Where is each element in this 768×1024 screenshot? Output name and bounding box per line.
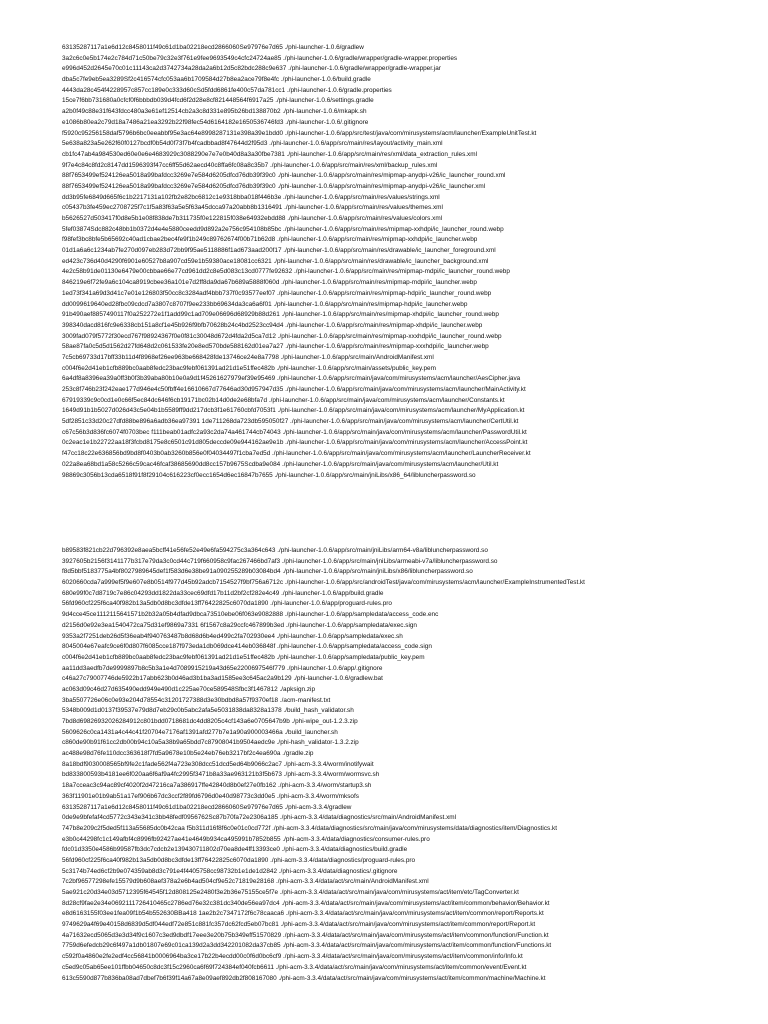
checksum-line: 88f7653499ef524126ea5018a99bafdcc3269e7e584d6205dfcd76db39f39c0 ./phi-launcher-1.0.6/app/src/main/res/mipmap-anydpi-v26/ic_launcher_round.xml xyxy=(62,172,506,180)
checksum-line: 7bd8d69826932026284912c801bdd0718681dc4dd8205c4cf143a6e0705647b9b ./phi-wipe_out-1.2.3.zip xyxy=(62,718,358,725)
checksum-line: 0de9e9bfefaf4cd5772c343e341c3bb48fedf0956762Sc87b70fa72e2306a185 ./phi-acm-3.3.4/data/diagnostics/src/main/AndroidManifest.xml xyxy=(62,814,457,822)
checksum-line: c5ed9c05ab65ee101ffbb04650c8dc3f15c2960ca6f69f724384ef040fcb6611 ./phi-acm-3.3.4/data/act/src/main/java/com/mirusystems/act/item/common/event/Event.kt xyxy=(62,963,527,971)
checksum-line: 7759d6efedcb29c6f497a1db01807e69c01ca139d2a3dd342201082da37cb85 ./phi-acm-3.3.4/data/act/src/main/java/com/mirusystems/act/item/common/function/Functions.kt xyxy=(62,942,552,950)
checksum-line: 4a71632ecd5065d3e3d34f9c1607c3ed9dbdf17eee3e20b75b349eff51570829 ./phi-acm-3.3.4/data/act/src/main/java/com/mirusystems/act/item/common/function/Function.kt xyxy=(62,931,549,939)
checksum-line: 9d4cce45ce1112115641571b2b32a05b4dfad9dbca73510ebe06f063e9082888 ./phi-launcher-1.0.6/app/sampledata/access_code.enc xyxy=(62,611,439,619)
checksum-line: f5920c95256158daf5796b6bc0eeabbf95e3ac64e8998287131e398a39e1bdd0 ./phi-launcher-1.0.6/app/src/test/java/com/mirusystems/acm/launcher/ExampleUnitTest.kt xyxy=(62,129,537,137)
checksum-line: 63135287117a1e6d12c8458011f49c61d1ba02218ecd2866060Se97976e7d65 ./phi-acm-3.3.4/gradlew xyxy=(62,803,352,811)
checksum-line: ac488e98d76fe110dcc363618f7fd5a9678e10b5e24eb76eb3217bf2c4ea690a ./gradle.zip xyxy=(62,750,314,758)
checksum-line: 1649d91b1b5027d026d43c5e04b1b5589ff9dd217dcb3f1e61760cbfd7053f1 ./phi-launcher-1.0.6/app/src/main/java/com/mirusystems/acm/launcher/MyApplication.kt xyxy=(62,407,525,415)
checksum-line: dba5c7fe9eb5ea3289Sf2c416574cfc053aa6b1709584d27b8ea2ace79f8e4fc ./phi-launcher-1.0.6/build.gradle xyxy=(62,76,371,84)
checksum-line: 6020660cda7a999ef5f9e607e8b0514f977d45b92adcb7154527f9bf756a6712c ./phi-launcher-1.0.6/app/src/androidTest/java/com/mirusystems/acm/launcher/ExampleInstrumentedTest.kt xyxy=(62,579,585,587)
checksum-line: 1ed73f341a69d3d41c7e01e126803f50cc8c3284adf4bbb737f0c93577eef07 ./phi-launcher-1.0.6/app/src/main/res/mipmap-hdpi/ic_launcher_round.webp xyxy=(62,289,492,297)
checksum-line: d2156d0e92e3ea1540472ca75d31ef9869a7331 6f1567c8a29ccfc467899b3ed ./phi-launcher-1.0.6/app/sampledata/exec.sign xyxy=(62,621,417,629)
checksum-line: f98fef3bc8bfe5b65692c40ad1cbae2bec4fe9f1b249c89762674f00b71b62d8 ./phi-launcher-1.0.6/app/src/main/res/mipmap-xxhdpi/ic_launcher.webp xyxy=(62,236,478,244)
checksum-line: f47cc18c22e636856bd9bd8f0403b0ab3260b856e0f04034497f1cba7ed5d ./phi-launcher-1.0.6/app/src/main/java/com/mirusystems/acm/launcher/LauncherReceiver.kt xyxy=(62,450,531,458)
checksum-line: c592f0a4860e2fe2edf4cc56841b0006964ba3ce17b22b4ecdd00c0f6d0bc6cf9 ./phi-acm-3.3.4/data/act/src/main/java/com/mirusystems/act/item/common/info/Info.kt xyxy=(62,953,523,961)
checksum-line: 01d1a6a6c1234ab7fe270d097eb283d72bb9f95ae5118886f1ad673aad200f17 ./phi-launcher-1.0.6/app/src/main/res/drawable/ic_launcher_foreground.xml xyxy=(62,247,496,255)
checksum-line: 91b490aef8857490117f0a252272e1f1add99c1ad709e06696d68929b88d261 ./phi-launcher-1.0.6/app/src/main/res/mipmap-xhdpi/ic_launcher_round.webp xyxy=(62,311,499,319)
checksum-line: a2b0f49c88e31f643fdcc480a3e61ef12514cb2a3c8d331e895b26bd138870b2 ./phi-launcher-1.0.6/mkapk.sh xyxy=(62,108,367,116)
checksum-line: 4443da28c454f4228957c857cc189e0c333d60cSd5fdd6861fe400c57da781cc1 ./phi-launcher-1.0.6/gradle.properties xyxy=(62,86,392,94)
checksum-line: 63135287117a1e6d12c8458011f49c61d1ba02218ecd2866060Se97976e7d65 ./phi-launcher-1.0.6/gradlew xyxy=(62,44,364,51)
checksum-line: 67919339c9c0cd1e0c66f5ec84dc646f6cb19171bc02b14d0de2e68bfa7d ./phi-launcher-1.0.6/app/src/main/java/com/mirusystems/acm/launcher/Constants.kt xyxy=(62,396,505,404)
checksum-line: 3009fad079f5772f30ecd767f98924367f0e0f81c30048d672d4fda2d5ca7d12 ./phi-launcher-1.0.6/app/src/main/res/mipmap-xxxhdpi/ic_launcher_round.webp xyxy=(62,332,502,340)
checksum-line: 9353a2f7251deb26d5f36eab4f940763487b8d68d6b4ed499c2fa702930ee4 ./phi-launcher-1.0.6/app/sampledata/exec.sh xyxy=(62,632,403,640)
checksum-line: 3927605b2156f3141177b317e79da3c0cd44c719f660958c9fac267466bd7af3 ./phi-launcher-1.0.6/app/src/main/jniLibs/armeabi-v7a/libluncherpassword.so xyxy=(62,557,498,565)
checksum-line: dd3b95fe6849d665f6c1b2217131a102fb2e82bc6812c1e9318bba018f446b3e ./phi-launcher-1.0.6/app/src/main/res/values/strings.xml xyxy=(62,193,440,201)
checksum-line: 4e2c58b91de01130e6479e00cbbae66e77cd961dd2c8e5d083c13cd0777fe92632 ./phi-launcher-1.0.6/app/src/main/res/mipmap-mdpi/ic_launcher_round.webp xyxy=(62,268,510,276)
checksum-line: c05437b3fe459ec2708725f7c1f5a83f63a5e5f63a45dcca97a20abb8b1316491 ./phi-launcher-1.0.6/app/src/main/res/values/themes.xml xyxy=(62,204,443,212)
checksum-line: 7c5cb69733d17bff33b11d4f8968ef26ee963be668428fde13746ce24e8a7798 ./phi-launcher-1.0.6/app/src/main/AndroidManifest.xml xyxy=(62,353,434,361)
checksum-line: 5ae921c20d34e03d5712395f64545f12d808125e2480f3e2b36e75155ce5f7e ./phi-acm-3.3.4/data/act/src/main/java/com/mirusystems/act/item/etc/TagConverter.kt xyxy=(62,889,519,896)
checksum-line: 5df2851c33d20c27dfd88be896a6adb36ea97391 1de711268da723db595050f27 ./phi-launcher-1.0.6/app/src/main/java/com/mirusystems/acm/launcher/CertUtil.kt xyxy=(62,418,519,426)
checksum-line: 5fef03874Sdc882c48bb1b0372d4e4e5880ceedd9d892a2e756c954108b85bc ./phi-launcher-1.0.6/app/src/main/res/mipmap-xxhdpi/ic_launcher_round.webp xyxy=(62,225,504,233)
checksum-line: aa11dd3aedfb7de9999897b8c5b3a1e4d7089915219a43d65e2200697546f779 ./phi-launcher-1.0.6/app/.gitignore xyxy=(62,664,383,672)
checksum-line: ed423c736d40d4290f6901e60527b8a907cd59e1b59380ace18081cc6321 ./phi-launcher-1.0.6/app/src/main/res/drawable/ic_launcher_background.xml xyxy=(62,257,489,265)
checksum-line: 846219e6f72fe9a6c104ca8919cbee36a101e7d2ff8da9da67b689a5888f060d ./phi-launcher-1.0.6/app/src/main/res/mipmap-mdpi/ic_launcher.webp xyxy=(62,279,477,287)
checksum-line: 5348b009d1d0137f39537e79d8d7eb29c0b5abc2afa5e5031838da8328a1378 ./build_hash_validator.sh xyxy=(62,707,354,715)
checksum-line: 613c5590d877b836ba08ad7dbef7b6f39f14a67a8e09aef892db2f808167080 ./phi-acm-3.3.4/data/act/src/main/java/com/mirusystems/act/item/common/machine/Machine.kt xyxy=(62,974,546,982)
checksum-line: 022a8ea68bd1a58c5266c59cac46fcaf38685690dd8cc157b9675Scdba9e084 ./phi-launcher-1.0.6/app/src/main/java/com/mirusystems/acm/launcher/Util.kt xyxy=(62,460,499,468)
checksum-line: c004f6e2d41eb1cfb889bc0aab8fedc23bac9febf061391ad21d1e51ffec482b ./phi-launcher-1.0.6/app/src/main/assets/public_key.pem xyxy=(62,364,436,372)
checksum-line: 253c8f746b23f242eae177d946e4c50fbff4e16610667d77646ad30d957947d35 ./phi-launcher-1.0.6/app/src/main/java/com/mirusystems/acm/launcher/MainActivity.kt xyxy=(62,386,526,393)
checksum-line: f8d5bbf5183775a4bf8027989645def1f583d6e38be91a090255289b03084bd4 ./phi-launcher-1.0.6/app/src/main/jniLibs/x86/libluncherpassword.so xyxy=(62,568,473,576)
checksum-line: 56fd960cf225f6ca40f982b13a5db0d8bc3dfde13ff76422825c6070da1890 ./phi-launcher-1.0.6/app/proguard-rules.pro xyxy=(62,600,392,608)
checksum-line: e996d452d2645e70c01c11143ca2d3742734a28da2a6b12d5c82bdc288c9e637 ./phi-launcher-1.0.6/gradle/wrapper/gradle-wrapper.jar xyxy=(62,65,441,73)
checksum-line: 8045004e67eafc9ce6f0d807f6085cce187f973eda1db069dce414eb036848f ./phi-launcher-1.0.6/app/sampledata/access_code.sign xyxy=(62,643,432,651)
checksum-line: 5609626c0ca1431a4c44c41f20704e7176af1391afd277b7e1a90a900003466a ./build_launcher.sh xyxy=(62,728,338,736)
checksum-line: 98869c3056b13cda6518f91f8f29104c616223cf0ecc1654d6ec16847b7655 ./phi-launcher-1.0.6/app/src/main/jniLibs/x86_64/libluncherpassword.so xyxy=(62,471,476,479)
checksum-line: 3ba5507726e06c0e93e204d78554c31201727388d3e30bdbd8a57f9370ef18 ./acm-manifest.txt xyxy=(62,696,331,704)
checksum-line: e1086b80ea2c79d18a7486a21ea3292b22f98fec54d6164182e1650536746fd3 ./phi-launcher-1.0.6/.gitignore xyxy=(62,118,369,126)
checksum-line: 18a7cceac3c94ac89cf4020f2d47216ca7a386917ffe42840d8b0ef27e0fb162 ./phi-acm-3.3.4/worm/startup3.sh xyxy=(62,782,372,790)
checksum-line: 6a4df8a8396ea39a0ff3b0f3b39aba80b10e0a9d1f45261627979ef39e95469 ./phi-launcher-1.0.6/app/src/main/java/com/mirusystems/acm/launcher/AesCipher.java xyxy=(62,375,521,383)
checksum-line: 56fd960cf225f6ca40f982b13a5db0d8bc3dfde13ff76422825c6070da1890 ./phi-acm-3.3.4/data/diagnostics/proguard-rules.pro xyxy=(62,856,416,864)
checksum-listing-block-1 xyxy=(62,43,762,481)
checksum-line: e8d6163155f03ee1fea09f1b54b552630BBa418 1ae2b2c7347172f6c78caaca6 ./phi-acm-3.3.4/data/act/src/main/java/com/mirusystems/act/item/common/report/Reports.kt xyxy=(62,910,544,918)
checksum-line: fdc01d3350e4586b99587fb3dc7cdcb2e139430711802d70ea8de4ff13393ce0 ./phi-acm-3.3.4/data/diagnostics/build.gradle xyxy=(62,846,408,854)
checksum-line: ac063d09c46d27d635490edd949e490d1c225ae70ce589548Sfbc3f1467812 ./apksign.zip xyxy=(62,685,316,693)
checksum-line: b5626527d503417f0d8e5b1e08f838de7b311735f0e122815f038e64932ebdd88 ./phi-launcher-1.0.6/app/src/main/res/values/colors.xml xyxy=(62,215,443,222)
checksum-line: e3b0c44298fc1c149afbf4c8996fb92427ae41e4649b934ca495991b7852b855 ./phi-acm-3.3.4/data/diagnostics/consumer-rules.pro xyxy=(62,835,430,843)
checksum-line: 0c2eac1e1b22722aa18f3fcbd8175e8c6501c91d805deccde09e944162ae9e1b ./phi-launcher-1.0.6/app/src/main/java/com/mirusystems/acm/launcher/AccessPoint.kt xyxy=(62,439,528,447)
checksum-line: 5c3174b74ed6cf2b9e074359ab8d3c791e4f4405758cc98732b1e1de1d2842 ./phi-acm-3.3.4/data/diagnostics/.gitignore xyxy=(62,867,398,875)
checksum-line: 680e99f0c7d8719c7e86c04293dd1822da33cec69dfd17b11d2bf2cf282e4c49 ./phi-launcher-1.0.6/app/build.gradle xyxy=(62,589,384,597)
checksum-line: 3a2c6c0e5b174e2c784d71c50be79c32e3f761e9fee9693549c4cfc24724ae85 ./phi-launcher-1.0.6/gradle/wrapper/gradle-wrapper.properties xyxy=(62,54,458,62)
checksum-line: 8a18bdf9030008565bf9fe2c1fade562f4a723e308dcc51dcd5ed64b9066c2ac7 ./phi-acm-3.3.4/worm/inotifywait xyxy=(62,760,374,768)
checksum-line: 363f11901e01b9ab51a17ef906b67dc3ccf2f89fd6796d0e40d98773c3dd0e5 ./phi-acm-3.3.4/worm/mksofs xyxy=(62,792,359,800)
checksum-line: bd833800593b4181ee6f020aa6f6af9a4fc2995f3471b8a33ae963121b3f5b673 ./phi-acm-3.3.4/worm/wormsvc.sh xyxy=(62,771,380,779)
checksum-line: 7c2bf96577298efe15579d9b608aef378a2e6b4ad504cf9e52c71819e28168 ./phi-acm-3.3.4/data/act/src/main/AndroidManifest.xml xyxy=(62,878,429,886)
checksum-line: 9f7e4c84c8fd2c8147dd1596393f47cc6ff55d62aecd40c8ffa6fc08a8c35b7 ./phi-launcher-1.0.6/app/src/main/res/xml/backup_rules.xml xyxy=(62,161,438,169)
checksum-line: c46a27c79007746de5922b17abb623b0d46ad3b1ba3ad1585ee3c645ac2a9b129 ./phi-launcher-1.0.6/gradlew.bat xyxy=(62,675,383,683)
checksum-line: 9749629a4f69e40158d6839d5df044edf72e851c881fc357dc62fcd5eb07bc81 ./phi-acm-3.3.4/data/act/src/main/java/com/mirusystems/act/item/common/report/Report.kt xyxy=(62,921,536,929)
checksum-line: 88f7653499ef524126ea5018a99bafdcc3269e7e584d6205dfcd76db39f39c0 ./phi-launcher-1.0.6/app/src/main/res/mipmap-anydpi-v26/ic_launcher.xml xyxy=(62,182,486,190)
checksum-line: 15ce7f6bb731680a0cfcf0f6bbbdb039d4fcd6f2d28e8cf821448564f6917a25 ./phi-launcher-1.0.6/settings.gradle xyxy=(62,97,374,105)
checksum-line: 58ae87fa0c5d5d1562d27fd648d2c061533fe20e8ed570bde588162d01ea7a27 ./phi-launcher-1.0.6/app/src/main/res/mipmap-xxxhdpi/ic_launcher.webp xyxy=(62,343,489,351)
checksum-listing-block-2 xyxy=(62,546,762,984)
checksum-line: dd0099619640ed28fbc09cdcd7a3807c8707f9ee233bb69634da3ca6a6f01 ./phi-launcher-1.0.6/app/src/main/res/mipmap-hdpi/ic_launcher.webp xyxy=(62,300,468,308)
checksum-line: 5e638a823a5e262f60f0127bcdf0b54d0f73f7b4fcadbbad8f47644d2f95d3 ./phi-launcher-1.0.6/app/src/main/res/layout/activity_main.xml xyxy=(62,140,443,148)
checksum-line: b89583f821cb22d796392e8aea5bcff41e56fe52e49e6fa594275c3a364c643 ./phi-launcher-1.0.6/app/src/main/jniLibs/arm64-v8a/libluncherpassword.so xyxy=(62,547,488,554)
checksum-line: 398340dacd816fc9e6338cb151a8cf1e45b926f9bfb70628b24c4bd2523cc94d4 ./phi-launcher-1.0.6/app/src/main/res/mipmap-xhdpi/ic_launcher.webp xyxy=(62,321,483,329)
checksum-line: 8d28cf9fae2e34e0692111726410465c2786ed76e32c381dc340de56ea97dc4 ./phi-acm-3.3.4/data/act/src/main/java/com/mirusystems/act/item/common/behavior/Behavior.kt xyxy=(62,899,550,907)
checksum-line: cb1fc47ab4a984530ed60e0e6e4683929c3088290e7e7e0b40d8a3a30fbe7381 ./phi-launcher-1.0.6/app/src/main/res/xml/data_extraction_rules.xml xyxy=(62,150,477,158)
checksum-line: 747b8e209c2f5ded5f113a55685dc0b42caa f5b311d16f8f6c0e01c0cd772f ./phi-acm-3.3.4/data/diagnostics/src/main/java/com/mirusystems/data/diagnostics/item/Diagnostics.kt xyxy=(62,824,557,832)
checksum-line: c004f6e2d41eb1cfb889bc0aab8fedc23bac9febf061391ad21d1e51ffec482b ./phi-launcher-1.0.6/app/sampledata/public_key.pem xyxy=(62,653,425,661)
checksum-line: c860de90b91f61cc2db00b94c10a5a38b9a65bdd7c87908041b9504aedc9e ./phi-hash_validator-1.3.2.zip xyxy=(62,739,359,747)
checksum-line: c67c56b3d836fc6074f0703bec f111beab01adfc2a93c2da74a461744cb74043 ./phi-launcher-1.0.6/app/src/main/java/com/mirusystems/acm/launcher/PasswordUtil.kt xyxy=(62,428,527,436)
